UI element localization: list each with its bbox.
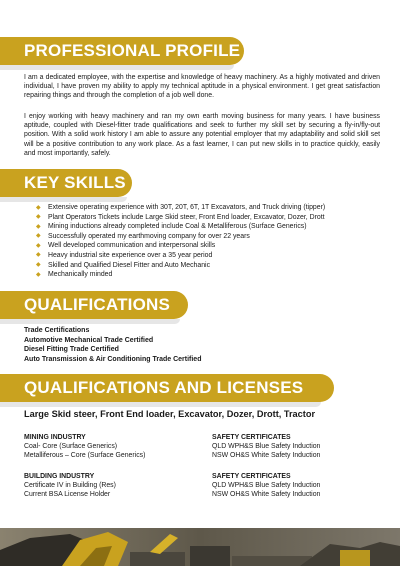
list-item: ◆ Well developed communication and interpersonal skills (36, 242, 216, 250)
list-item: Auto Transmission & Air Conditioning Trade Certified (24, 355, 202, 363)
list-item: ◆ Extensive operating experience with 30T, 20T, 6T, 1T Excavators, and Truck driving (tipper) (36, 204, 326, 211)
diamond-bullet-icon: ◆ (36, 204, 41, 211)
list-item: ◆ Successfully operated my earthmoving company for over 22 years (36, 232, 250, 240)
safety-certificates-block-2 (212, 472, 320, 500)
profile-paragraph-2: I enjoy working with heavy machinery and ran my own earth moving business for many years. I have business aptitude, coupled with Diesel-fitter trade qualifications and seek to further my skill set by securing a fly-in/fly-out position. With a solid work history I am able to assure any potential employer that my adaptability and solid skill set will be a positive contribution to any work place. As a fast learner, I can put new skills in to practice quickly, easily and most importantly, safely. (24, 113, 380, 157)
diamond-bullet-icon: ◆ (36, 214, 41, 221)
list-item: Automotive Mechanical Trade Certified (24, 336, 154, 344)
list-item: Diesel Fitting Trade Certified (24, 346, 119, 354)
block-line: Coal- Core (Surface Generics) (24, 443, 118, 451)
block-heading: MINING INDUSTRY (24, 434, 86, 441)
diamond-bullet-icon: ◆ (36, 271, 41, 278)
block-line: Certificate IV in Building (Res) (24, 482, 116, 490)
key-skills-list (36, 203, 325, 280)
section-heading-profile: PROFESSIONAL PROFILE (0, 37, 244, 65)
mining-industry-block (24, 433, 145, 461)
diamond-bullet-icon: ◆ (36, 252, 41, 259)
list-item: Trade Certifications (24, 327, 90, 334)
block-heading: BUILDING INDUSTRY (24, 473, 95, 480)
section-heading-qualifications: QUALIFICATIONS (0, 291, 188, 319)
list-item: ◆ Plant Operators Tickets include Large Skid steer, Front End loader, Excavator, Dozer, Drott (36, 213, 325, 221)
block-line: Current BSA License Holder (24, 491, 111, 499)
list-item: ◆ Heavy industrial site experience over a 35 year period (36, 251, 213, 259)
block-line: Metalliferous – Core (Surface Generics) (24, 452, 146, 460)
section-heading-key-skills: KEY SKILLS (0, 169, 132, 197)
building-industry-block (24, 472, 116, 500)
diamond-bullet-icon: ◆ (36, 233, 41, 240)
list-item: ◆ Mining inductions already completed include Coal & Metalliferous (Surface Generics) (36, 223, 307, 231)
profile-paragraph-1: I am a dedicated employee, with the expertise and knowledge of heavy machinery. As a highly motivated and driven individual, I have proven my ability to apply my technical aptitude in a physical environment. I get great satisfaction repairing things and through the completion of a job well done. (24, 74, 380, 100)
list-item: ◆ Mechanically minded (36, 271, 113, 279)
block-line: NSW OH&S White Safety Induction (212, 491, 321, 499)
block-line: QLD WPH&S Blue Safety Induction (212, 482, 321, 490)
qualifications-list (24, 326, 201, 364)
block-heading: SAFETY CERTIFICATES (212, 434, 291, 441)
block-line: NSW OH&S White Safety Induction (212, 452, 321, 460)
block-heading: SAFETY CERTIFICATES (212, 473, 291, 480)
diamond-bullet-icon: ◆ (36, 223, 41, 230)
list-item: ◆ Skilled and Qualified Diesel Fitter and Auto Mechanic (36, 261, 211, 269)
footer-machinery-image (0, 528, 400, 566)
diamond-bullet-icon: ◆ (36, 242, 41, 249)
plant-machines-line: Large Skid steer, Front End loader, Excavator, Dozer, Drott, Tractor (24, 409, 316, 419)
diamond-bullet-icon: ◆ (36, 262, 41, 269)
section-heading-licenses: QUALIFICATIONS AND LICENSES (0, 374, 334, 402)
block-line: QLD WPH&S Blue Safety Induction (212, 443, 321, 451)
safety-certificates-block-1 (212, 433, 320, 461)
machinery-photo-icon (0, 528, 400, 566)
